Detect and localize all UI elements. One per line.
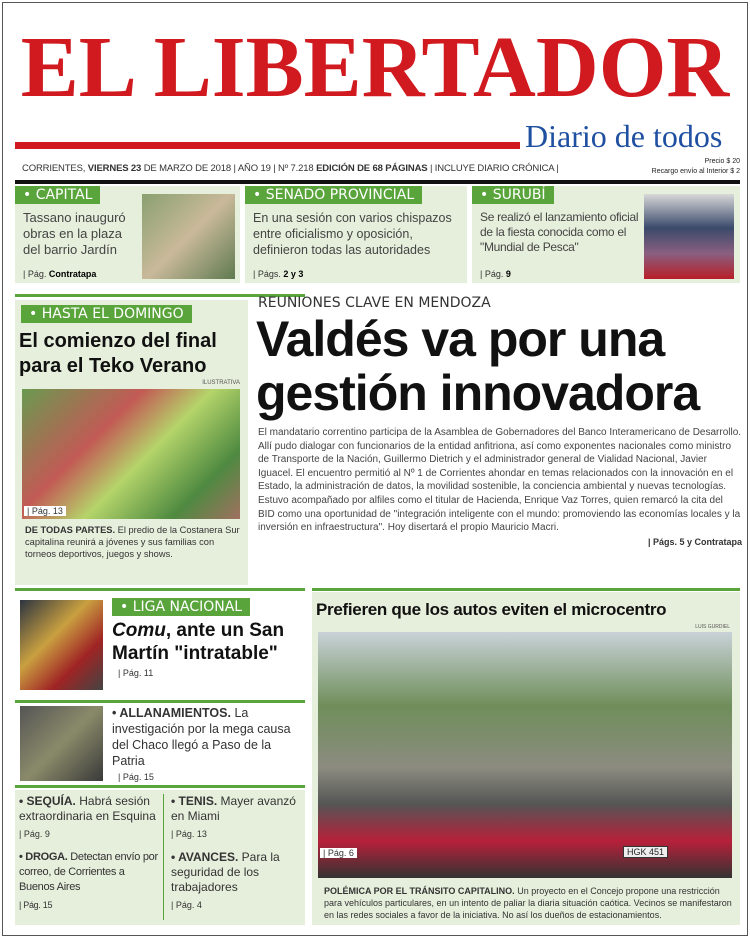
briefs-box [15, 790, 305, 925]
lead-story [256, 294, 742, 547]
photo [20, 706, 103, 781]
top-story-surubi[interactable]: • SURUBÍ Se realizó el lanzamiento oficial de la fiesta conocida como el "Mundial de Pesca" | Pág. 9 [472, 186, 740, 283]
masthead-tagline: Diario de todos [525, 118, 723, 154]
caption: DE TODAS PARTES. El predio de la Costanera Sur capitalina reunirá a jóvenes y sus familias con torneos deportivos, juegos y shows. [25, 525, 240, 559]
divider [15, 142, 520, 149]
kicker: REUNIONES CLAVE EN MENDOZA [258, 295, 491, 311]
photo [142, 194, 235, 279]
brief-item[interactable]: • AVANCES. Para la seguridad de los trabajadores | Pág. 4 [171, 850, 280, 910]
photo [644, 194, 734, 279]
lead-headline[interactable]: Valdés va por una gestión innovadora [256, 311, 700, 421]
price: Precio $ 20 Recargo envío al Interior $ 2 [651, 158, 740, 175]
divider [312, 588, 740, 591]
liga-story[interactable]: • LIGA NACIONAL Comu, ante un San Martín "intratable" | Pág. 11 [112, 598, 304, 678]
masthead-title: EL LIBERTADOR [20, 18, 730, 115]
photo [20, 600, 103, 690]
allanamientos-story[interactable]: • ALLANAMIENTOS. La investigación por la mega causa del Chaco llegó a Paso de la Patria | Pág. 15 [112, 706, 291, 782]
photo-credit: ILUSTRATIVA [202, 380, 240, 386]
photo: | Pág. 6 HGK 451 [318, 632, 732, 878]
divider [15, 180, 740, 184]
divider [163, 794, 164, 920]
autos-story[interactable]: Prefieren que los autos eviten el microcentro LUIS GURDIEL | Pág. 6 HGK 451 POLÉMICA POR EL TRÁNSITO CAPITALINO. Un proyecto en el Concejo propone una restricción para vehículos particulares, en un intento de paliar la diaria situación caótica. Vecinos se manifestaron en las redes sociales a favor de la iniciativa. No así los dueños de estacionamientos. [312, 592, 740, 925]
divider [15, 700, 305, 703]
dateline: CORRIENTES, VIERNES 23 DE MARZO DE 2018 | AÑO 19 | Nº 7.218 EDICIÓN DE 68 PÁGINAS | INCLUYE DIARIO CRÓNICA | [22, 163, 559, 174]
teko-story[interactable]: • HASTA EL DOMINGO El comienzo del final para el Teko Verano ILUSTRATIVA | Pág. 13 DE TODAS PARTES. El predio de la Costanera Sur capitalina reunirá a jóvenes y sus familias con torneos deportivos, juegos y shows. [15, 300, 248, 585]
brief-item[interactable]: • SEQUÍA. Habrá sesión extraordinaria en Esquina | Pág. 9 [19, 794, 156, 839]
page-ref: | Págs. 5 y Contratapa [647, 536, 742, 547]
divider [15, 588, 305, 591]
brief-item[interactable]: • TENIS. Mayer avanzó en Miami | Pág. 13 [171, 794, 296, 839]
lead-body: El mandatario correntino participa de la Asamblea de Gobernadores del Banco Interamericano de Desarrollo. Allí pudo dialogar con funcionarios de la entidad anfitriona, así como exponentes nacionales como ministro de Transporte de la Nación, Guillermo Dietrich y el administrador general de Vialidad Nacional, Javier Iguacel. El encuentro permitió al Nº 1 de Corrientes ahondar en temas relacionados con la innovación en el Estado, la administración de datos, la movilidad sostenible, la conciencia ambiental y nuevas tecnologías. Estuvo acompañado por alfiles como el titular de Hacienda, Enrique Vaz Torres, quien remarcó la cita del BID como una oportunidad de "integración inteligente con el mundo: promoviendo las economías locales y la inversión en infraestructura". Hoy disertará el propio Mauricio Macri. [258, 427, 742, 534]
divider [15, 785, 305, 788]
top-story-senado[interactable]: • SENADO PROVINCIAL En una sesión con varios chispazos entre oficialismo y oposición, definieron todas las autoridades | Págs. 2 y 3 [245, 186, 467, 283]
brief-item[interactable]: • DROGA. Detectan envío por correo, de Corrientes a Buenos Aires | Pág. 15 [19, 851, 158, 910]
caption: POLÉMICA POR EL TRÁNSITO CAPITALINO. Un proyecto en el Concejo propone una restricción para vehículos particulares, en un intento de paliar la diaria situación caótica. Vecinos se manifestaron en las redes sociales a favor de la iniciativa. No así los dueños de estacionamientos. [324, 886, 732, 920]
license-plate: HGK 451 [623, 846, 668, 858]
liga-headline: Comu, ante un San Martín "intratable" [112, 620, 285, 664]
top-story-capital[interactable]: • CAPITAL Tassano inauguró obras en la plaza del barrio Jardín | Pág. Contratapa [15, 186, 240, 283]
photo: | Pág. 13 [22, 389, 240, 519]
